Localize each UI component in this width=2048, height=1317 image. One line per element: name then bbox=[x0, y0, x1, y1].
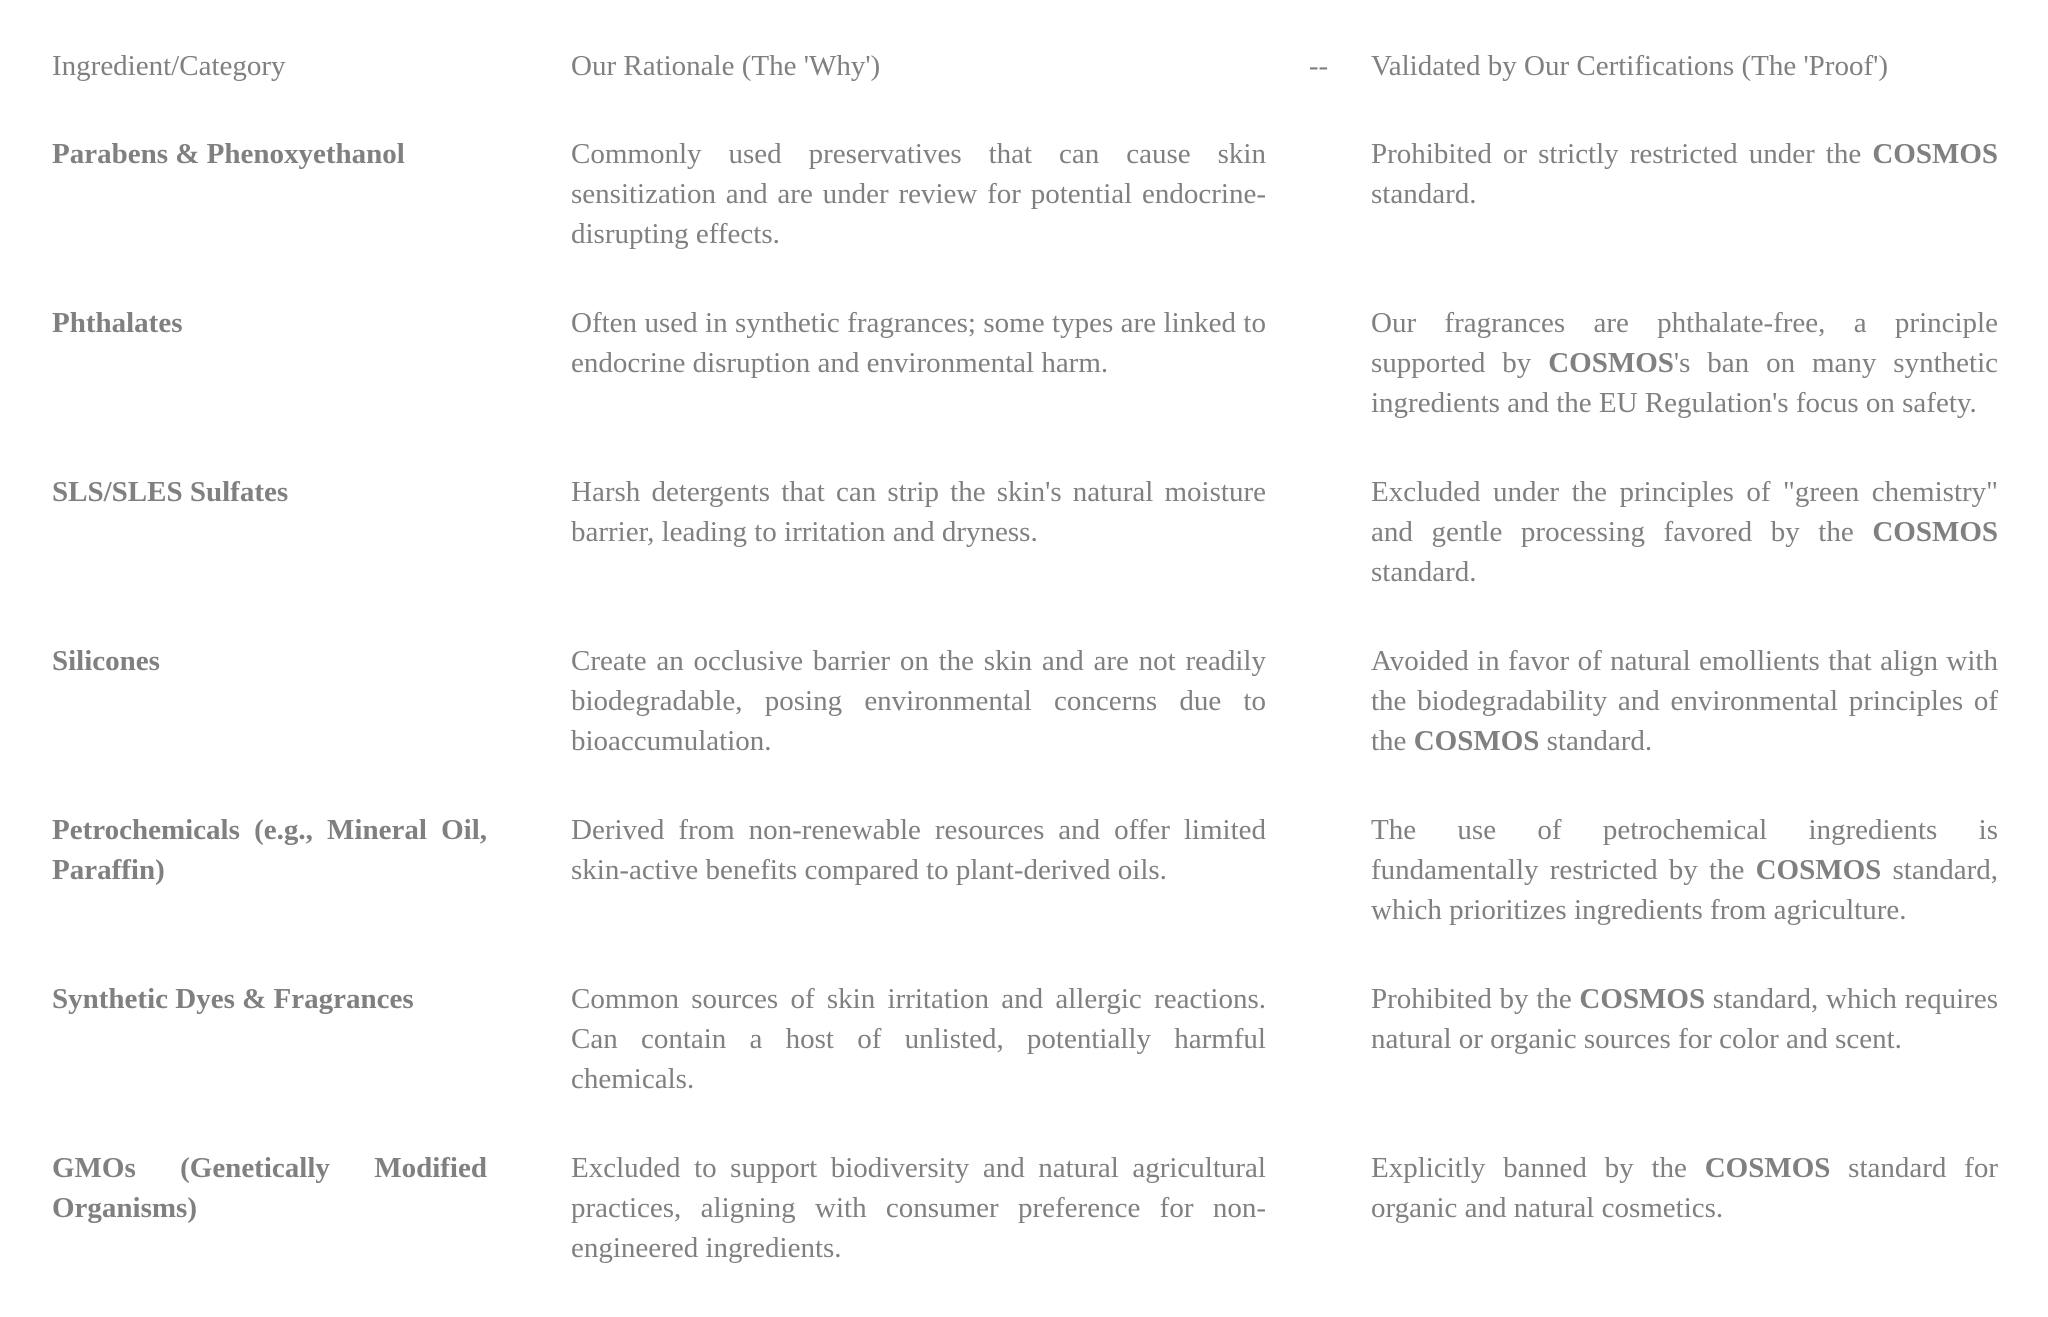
proof-text-before: Prohibited or strictly restricted under the bbox=[1371, 138, 1873, 170]
row-proof bbox=[1371, 979, 1998, 1059]
row-proof bbox=[1371, 472, 1998, 592]
table-row bbox=[52, 810, 1998, 979]
proof-text-after: standard, which prioritizes ingredients from agriculture. bbox=[1371, 854, 1998, 926]
proof-brand: COSMOS bbox=[1579, 983, 1706, 1015]
proof-text-before: Our fragrances are phthalate-free, a principle supported by bbox=[1371, 307, 1998, 379]
row-proof bbox=[1371, 134, 1998, 214]
proof-text-before: Avoided in favor of natural emollients that align with the biodegradability and environmental principles of the bbox=[1371, 645, 1998, 757]
row-proof bbox=[1371, 641, 1998, 761]
row-rationale: Often used in synthetic fragrances; some types are linked to endocrine disruption and environmental harm. bbox=[571, 307, 1266, 379]
ingredient-table bbox=[52, 46, 1998, 1317]
row-category: Silicones bbox=[52, 645, 160, 677]
proof-text-after: standard. bbox=[1371, 178, 1477, 210]
proof-brand: COSMOS bbox=[1755, 854, 1882, 886]
row-proof bbox=[1371, 303, 1998, 423]
table-row bbox=[52, 979, 1998, 1148]
proof-brand: COSMOS bbox=[1704, 1152, 1831, 1184]
proof-text-after: standard, which requires natural or organic sources for color and scent. bbox=[1371, 983, 1998, 1055]
row-proof bbox=[1371, 810, 1998, 930]
row-category: Synthetic Dyes & Fragrances bbox=[52, 983, 414, 1015]
table-row bbox=[52, 134, 1998, 303]
row-category: Petrochemicals (e.g., Mineral Oil, Paraffin) bbox=[52, 814, 487, 886]
table-row bbox=[52, 641, 1998, 810]
proof-brand: COSMOS bbox=[1872, 516, 1998, 548]
table-header-row bbox=[52, 46, 1998, 134]
proof-text-after: standard. bbox=[1539, 725, 1653, 757]
proof-brand: COSMOS bbox=[1872, 138, 1998, 170]
row-rationale: Excluded to support biodiversity and natural agricultural practices, aligning with consumer preference for non-engineered ingredients. bbox=[571, 1152, 1266, 1264]
row-rationale: Harsh detergents that can strip the skin's natural moisture barrier, leading to irritation and dryness. bbox=[571, 476, 1266, 548]
header-separator: -- bbox=[1308, 50, 1329, 82]
row-rationale: Common sources of skin irritation and allergic reactions. Can contain a host of unlisted, potentially harmful chemicals. bbox=[571, 983, 1266, 1095]
proof-text-before: The use of petrochemical ingredients is fundamentally restricted by the bbox=[1371, 814, 1998, 886]
proof-text-before: Excluded under the principles of "green chemistry" and gentle processing favored by the bbox=[1371, 476, 1998, 548]
table-row bbox=[52, 472, 1998, 641]
proof-text-after: standard. bbox=[1371, 556, 1477, 588]
row-rationale: Create an occlusive barrier on the skin and are not readily biodegradable, posing environmental concerns due to bioaccumulation. bbox=[571, 645, 1266, 757]
row-proof bbox=[1371, 1148, 1998, 1228]
row-rationale: Derived from non-renewable resources and offer limited skin-active benefits compared to plant-derived oils. bbox=[571, 814, 1266, 886]
row-category: Parabens & Phenoxyethanol bbox=[52, 138, 405, 170]
row-category: GMOs (Genetically Modified Organisms) bbox=[52, 1152, 487, 1224]
proof-brand: COSMOS bbox=[1413, 725, 1540, 757]
row-rationale: Commonly used preservatives that can cause skin sensitization and are under review for potential endocrine-disrupting effects. bbox=[571, 138, 1266, 250]
proof-text-after: standard for organic and natural cosmetics. bbox=[1371, 1152, 1999, 1224]
table-row bbox=[52, 303, 1998, 472]
proof-text-before: Prohibited by the bbox=[1371, 983, 1580, 1015]
row-category: Phthalates bbox=[52, 307, 183, 339]
table-row bbox=[52, 1148, 1998, 1317]
row-category: SLS/SLES Sulfates bbox=[52, 476, 289, 508]
proof-text-after: 's ban on many synthetic ingredients and the EU Regulation's focus on safety. bbox=[1371, 347, 1999, 419]
header-rationale: Our Rationale (The 'Why') bbox=[571, 50, 881, 82]
header-category: Ingredient/Category bbox=[52, 50, 286, 82]
proof-text-before: Explicitly banned by the bbox=[1371, 1152, 1705, 1184]
proof-brand: COSMOS bbox=[1548, 347, 1674, 379]
header-proof: Validated by Our Certifications (The 'Proof') bbox=[1371, 50, 1889, 82]
